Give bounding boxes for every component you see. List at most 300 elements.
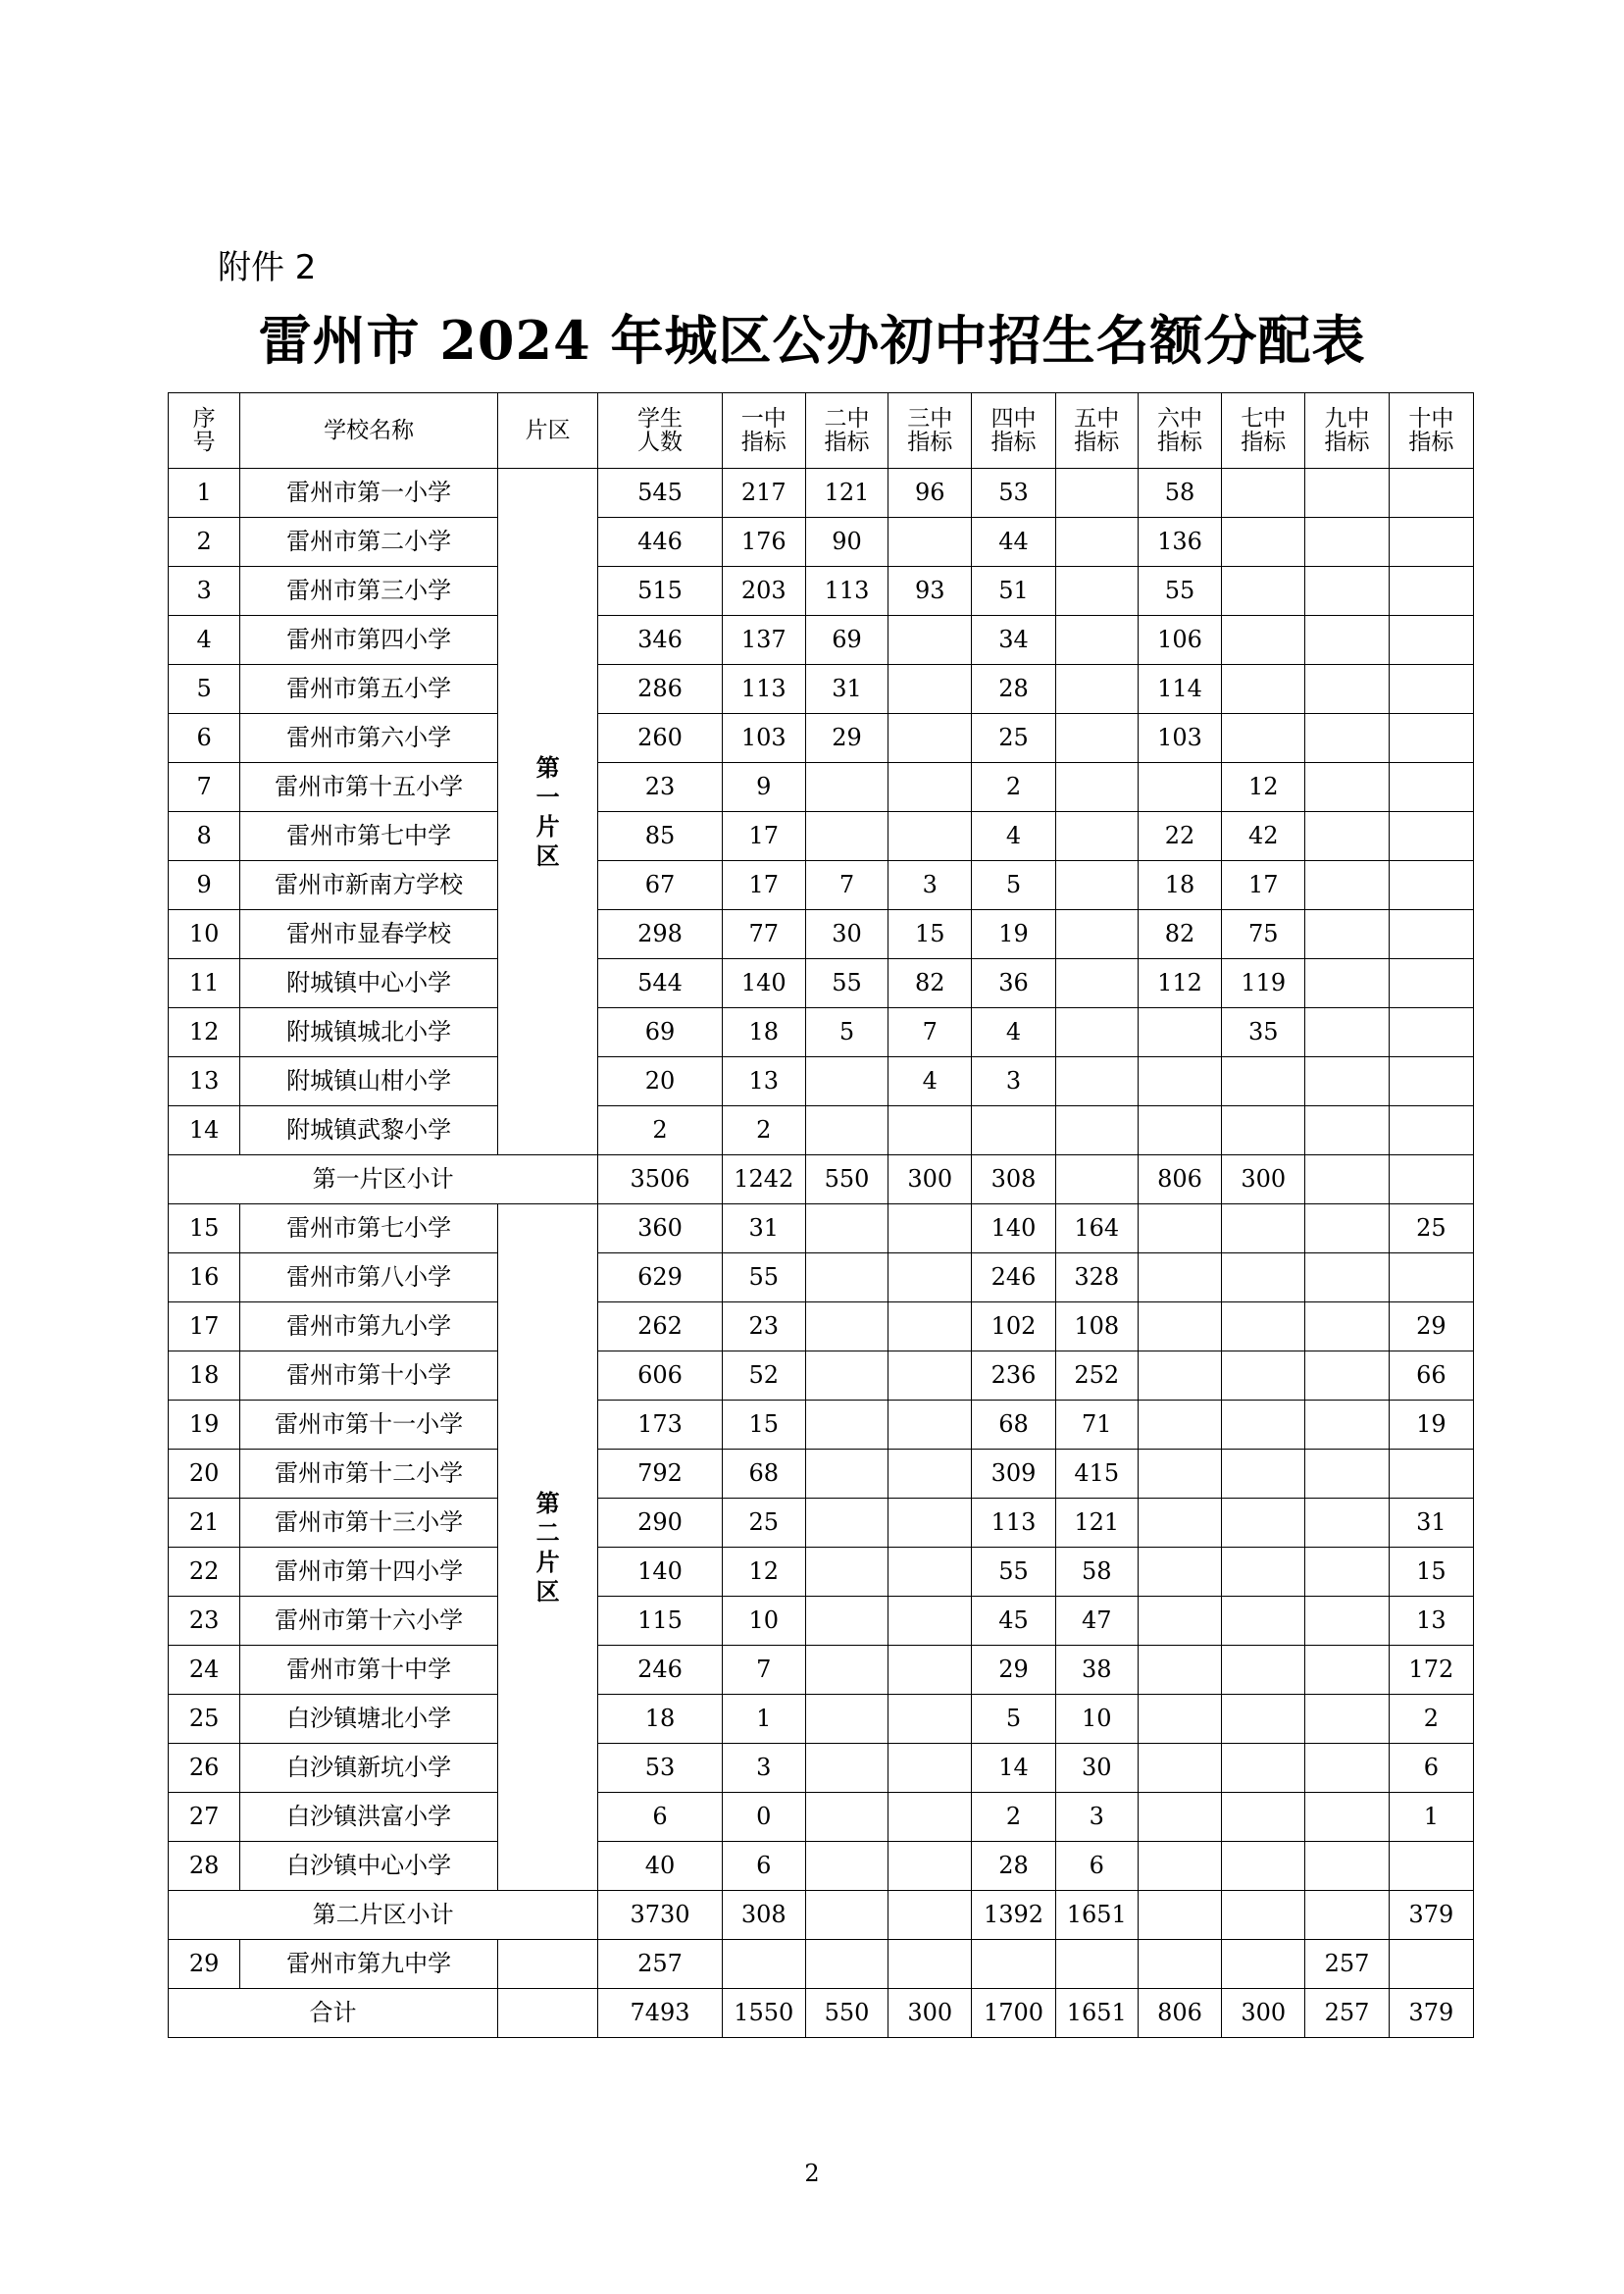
header-students: 学生 人数 xyxy=(598,393,722,469)
district-cell xyxy=(498,469,598,1155)
school-name-cell: 雷州市新南方学校 xyxy=(240,861,498,910)
q3-cell: 300 xyxy=(888,1155,972,1204)
q5-cell: 38 xyxy=(1055,1646,1138,1695)
students-cell: 20 xyxy=(598,1057,722,1106)
q9-cell xyxy=(1305,1253,1389,1302)
school-name-cell: 雷州市第四小学 xyxy=(240,616,498,665)
q1-cell: 1550 xyxy=(722,1989,805,2038)
q4-cell: 19 xyxy=(972,910,1055,959)
q2-cell xyxy=(805,1695,888,1744)
q9-cell xyxy=(1305,1155,1389,1204)
students-cell: 262 xyxy=(598,1302,722,1351)
q10-cell: 13 xyxy=(1389,1597,1473,1646)
subtotal-label: 第二片区小计 xyxy=(169,1891,598,1940)
q7-cell xyxy=(1222,518,1305,567)
q9-cell: 257 xyxy=(1305,1989,1389,2038)
q9-cell xyxy=(1305,616,1389,665)
students-cell: 115 xyxy=(598,1597,722,1646)
q4-cell: 28 xyxy=(972,665,1055,714)
q10-cell xyxy=(1389,1842,1473,1891)
q9-cell xyxy=(1305,1597,1389,1646)
district-label: 第二片区 xyxy=(535,1489,560,1606)
q9-cell xyxy=(1305,1548,1389,1597)
q10-cell: 66 xyxy=(1389,1351,1473,1401)
q9-cell xyxy=(1305,1204,1389,1253)
q5-cell: 252 xyxy=(1055,1351,1138,1401)
q3-cell xyxy=(888,1253,972,1302)
header-q7: 七中 指标 xyxy=(1222,393,1305,469)
seq-cell: 22 xyxy=(169,1548,240,1597)
district-cell xyxy=(498,1940,598,1989)
q5-cell: 328 xyxy=(1055,1253,1138,1302)
q4-cell: 55 xyxy=(972,1548,1055,1597)
q5-cell: 1651 xyxy=(1055,1891,1138,1940)
q2-cell xyxy=(805,1253,888,1302)
table-row xyxy=(169,1548,1474,1597)
students-cell: 140 xyxy=(598,1548,722,1597)
q5-cell xyxy=(1055,518,1138,567)
q4-cell: 309 xyxy=(972,1450,1055,1499)
q2-cell xyxy=(805,1351,888,1401)
q10-cell xyxy=(1389,1106,1473,1155)
q7-cell xyxy=(1222,567,1305,616)
q6-cell xyxy=(1138,1057,1221,1106)
subtotal-label: 第一片区小计 xyxy=(169,1155,598,1204)
attachment-label: 附件 2 xyxy=(218,248,317,287)
q5-cell: 415 xyxy=(1055,1450,1138,1499)
students-cell: 3506 xyxy=(598,1155,722,1204)
q7-cell xyxy=(1222,1302,1305,1351)
q7-cell xyxy=(1222,714,1305,763)
q4-cell: 68 xyxy=(972,1401,1055,1450)
q6-cell xyxy=(1138,1499,1221,1548)
table-row xyxy=(169,1253,1474,1302)
q5-cell xyxy=(1055,616,1138,665)
students-cell: 7493 xyxy=(598,1989,722,2038)
q2-cell: 31 xyxy=(805,665,888,714)
q1-cell: 9 xyxy=(722,763,805,812)
q6-cell: 58 xyxy=(1138,469,1221,518)
school-name-cell: 雷州市第一小学 xyxy=(240,469,498,518)
students-cell: 606 xyxy=(598,1351,722,1401)
q4-cell: 25 xyxy=(972,714,1055,763)
seq-cell: 27 xyxy=(169,1793,240,1842)
q6-cell: 55 xyxy=(1138,567,1221,616)
q5-cell xyxy=(1055,1008,1138,1057)
table-row xyxy=(169,1793,1474,1842)
q4-cell: 5 xyxy=(972,1695,1055,1744)
q7-cell xyxy=(1222,1695,1305,1744)
q2-cell xyxy=(805,1204,888,1253)
q2-cell xyxy=(805,1302,888,1351)
q10-cell: 19 xyxy=(1389,1401,1473,1450)
q4-cell: 36 xyxy=(972,959,1055,1008)
seq-cell: 25 xyxy=(169,1695,240,1744)
q3-cell: 3 xyxy=(888,861,972,910)
q3-cell xyxy=(888,665,972,714)
school-name-cell: 雷州市第十二小学 xyxy=(240,1450,498,1499)
seq-cell: 16 xyxy=(169,1253,240,1302)
q3-cell: 7 xyxy=(888,1008,972,1057)
q2-cell xyxy=(805,1499,888,1548)
school-name-cell: 雷州市第九小学 xyxy=(240,1302,498,1351)
seq-cell: 15 xyxy=(169,1204,240,1253)
q1-cell: 17 xyxy=(722,861,805,910)
q9-cell xyxy=(1305,1450,1389,1499)
seq-cell: 20 xyxy=(169,1450,240,1499)
q5-cell xyxy=(1055,567,1138,616)
q3-cell: 15 xyxy=(888,910,972,959)
q1-cell: 52 xyxy=(722,1351,805,1401)
q3-cell: 93 xyxy=(888,567,972,616)
students-cell: 67 xyxy=(598,861,722,910)
students-cell: 246 xyxy=(598,1646,722,1695)
q6-cell: 106 xyxy=(1138,616,1221,665)
q4-cell: 28 xyxy=(972,1842,1055,1891)
q10-cell xyxy=(1389,1057,1473,1106)
q6-cell xyxy=(1138,1597,1221,1646)
q1-cell xyxy=(722,1940,805,1989)
students-cell: 286 xyxy=(598,665,722,714)
q10-cell: 172 xyxy=(1389,1646,1473,1695)
q5-cell: 3 xyxy=(1055,1793,1138,1842)
q7-cell xyxy=(1222,1499,1305,1548)
q2-cell xyxy=(805,1597,888,1646)
q10-cell xyxy=(1389,518,1473,567)
q9-cell xyxy=(1305,518,1389,567)
q2-cell xyxy=(805,1891,888,1940)
q6-cell: 18 xyxy=(1138,861,1221,910)
q7-cell xyxy=(1222,1253,1305,1302)
table-row xyxy=(169,1940,1474,1989)
q1-cell: 103 xyxy=(722,714,805,763)
seq-cell: 21 xyxy=(169,1499,240,1548)
school-name-cell: 附城镇武黎小学 xyxy=(240,1106,498,1155)
q4-cell: 53 xyxy=(972,469,1055,518)
q5-cell xyxy=(1055,1155,1138,1204)
q3-cell xyxy=(888,1450,972,1499)
table-row xyxy=(169,1646,1474,1695)
q4-cell: 246 xyxy=(972,1253,1055,1302)
students-cell: 446 xyxy=(598,518,722,567)
q9-cell xyxy=(1305,910,1389,959)
q1-cell: 6 xyxy=(722,1842,805,1891)
q4-cell: 113 xyxy=(972,1499,1055,1548)
q10-cell xyxy=(1389,469,1473,518)
header-district: 片区 xyxy=(498,393,598,469)
q7-cell xyxy=(1222,1106,1305,1155)
q5-cell: 30 xyxy=(1055,1744,1138,1793)
table-row xyxy=(169,1842,1474,1891)
q7-cell xyxy=(1222,616,1305,665)
school-name-cell: 附城镇城北小学 xyxy=(240,1008,498,1057)
table-row xyxy=(169,714,1474,763)
q7-cell: 300 xyxy=(1222,1155,1305,1204)
q6-cell: 22 xyxy=(1138,812,1221,861)
students-cell: 544 xyxy=(598,959,722,1008)
q3-cell xyxy=(888,1597,972,1646)
header-q4: 四中 指标 xyxy=(972,393,1055,469)
q2-cell xyxy=(805,1646,888,1695)
header-q2: 二中 指标 xyxy=(805,393,888,469)
q9-cell xyxy=(1305,1302,1389,1351)
q5-cell: 108 xyxy=(1055,1302,1138,1351)
q1-cell: 113 xyxy=(722,665,805,714)
q9-cell xyxy=(1305,1401,1389,1450)
q10-cell xyxy=(1389,812,1473,861)
q6-cell xyxy=(1138,1204,1221,1253)
q2-cell: 30 xyxy=(805,910,888,959)
q6-cell: 136 xyxy=(1138,518,1221,567)
header-q3: 三中 指标 xyxy=(888,393,972,469)
q1-cell: 1 xyxy=(722,1695,805,1744)
q6-cell xyxy=(1138,1940,1221,1989)
q2-cell: 69 xyxy=(805,616,888,665)
seq-cell: 5 xyxy=(169,665,240,714)
q9-cell xyxy=(1305,1057,1389,1106)
school-name-cell: 白沙镇洪富小学 xyxy=(240,1793,498,1842)
school-name-cell: 附城镇中心小学 xyxy=(240,959,498,1008)
q7-cell xyxy=(1222,1842,1305,1891)
students-cell: 18 xyxy=(598,1695,722,1744)
q7-cell xyxy=(1222,1940,1305,1989)
q1-cell: 12 xyxy=(722,1548,805,1597)
q1-cell: 176 xyxy=(722,518,805,567)
q2-cell xyxy=(805,1793,888,1842)
q6-cell: 806 xyxy=(1138,1155,1221,1204)
q10-cell: 31 xyxy=(1389,1499,1473,1548)
q4-cell: 2 xyxy=(972,1793,1055,1842)
q5-cell xyxy=(1055,469,1138,518)
header-q6: 六中 指标 xyxy=(1138,393,1221,469)
q7-cell xyxy=(1222,1793,1305,1842)
q4-cell: 102 xyxy=(972,1302,1055,1351)
q5-cell xyxy=(1055,714,1138,763)
students-cell: 257 xyxy=(598,1940,722,1989)
q7-cell xyxy=(1222,1646,1305,1695)
q5-cell xyxy=(1055,861,1138,910)
q5-cell xyxy=(1055,1940,1138,1989)
q3-cell xyxy=(888,616,972,665)
q10-cell: 29 xyxy=(1389,1302,1473,1351)
q4-cell: 5 xyxy=(972,861,1055,910)
table-row xyxy=(169,959,1474,1008)
school-name-cell: 雷州市第七中学 xyxy=(240,812,498,861)
seq-cell: 1 xyxy=(169,469,240,518)
q7-cell: 17 xyxy=(1222,861,1305,910)
q3-cell xyxy=(888,1646,972,1695)
seq-cell: 6 xyxy=(169,714,240,763)
q5-cell xyxy=(1055,763,1138,812)
q1-cell: 2 xyxy=(722,1106,805,1155)
q5-cell: 47 xyxy=(1055,1597,1138,1646)
students-cell: 545 xyxy=(598,469,722,518)
q10-cell xyxy=(1389,1155,1473,1204)
q6-cell xyxy=(1138,1842,1221,1891)
q10-cell xyxy=(1389,763,1473,812)
q10-cell xyxy=(1389,959,1473,1008)
q4-cell: 34 xyxy=(972,616,1055,665)
q2-cell xyxy=(805,1940,888,1989)
students-cell: 260 xyxy=(598,714,722,763)
table-row xyxy=(169,1008,1474,1057)
q10-cell xyxy=(1389,910,1473,959)
q10-cell xyxy=(1389,616,1473,665)
q4-cell: 44 xyxy=(972,518,1055,567)
q2-cell: 550 xyxy=(805,1989,888,2038)
q4-cell xyxy=(972,1106,1055,1155)
q4-cell: 51 xyxy=(972,567,1055,616)
q10-cell: 379 xyxy=(1389,1989,1473,2038)
header-q1: 一中 指标 xyxy=(722,393,805,469)
q2-cell xyxy=(805,763,888,812)
q10-cell xyxy=(1389,714,1473,763)
q2-cell: 29 xyxy=(805,714,888,763)
q9-cell xyxy=(1305,812,1389,861)
q5-cell xyxy=(1055,1106,1138,1155)
q7-cell xyxy=(1222,1548,1305,1597)
q4-cell: 308 xyxy=(972,1155,1055,1204)
q5-cell xyxy=(1055,959,1138,1008)
q9-cell xyxy=(1305,1106,1389,1155)
q2-cell xyxy=(805,1548,888,1597)
q6-cell xyxy=(1138,1008,1221,1057)
q1-cell: 31 xyxy=(722,1204,805,1253)
school-name-cell: 附城镇山柑小学 xyxy=(240,1057,498,1106)
students-cell: 2 xyxy=(598,1106,722,1155)
q10-cell xyxy=(1389,1008,1473,1057)
q10-cell: 2 xyxy=(1389,1695,1473,1744)
q2-cell: 7 xyxy=(805,861,888,910)
q10-cell xyxy=(1389,1253,1473,1302)
q5-cell xyxy=(1055,665,1138,714)
students-cell: 346 xyxy=(598,616,722,665)
table-row xyxy=(169,567,1474,616)
q2-cell: 90 xyxy=(805,518,888,567)
q3-cell: 96 xyxy=(888,469,972,518)
q10-cell: 6 xyxy=(1389,1744,1473,1793)
school-name-cell: 雷州市第十中学 xyxy=(240,1646,498,1695)
q3-cell xyxy=(888,1401,972,1450)
seq-cell: 29 xyxy=(169,1940,240,1989)
students-cell: 360 xyxy=(598,1204,722,1253)
q3-cell xyxy=(888,1204,972,1253)
table-row xyxy=(169,616,1474,665)
q2-cell xyxy=(805,812,888,861)
q7-cell xyxy=(1222,1744,1305,1793)
q10-cell: 25 xyxy=(1389,1204,1473,1253)
q7-cell xyxy=(1222,1401,1305,1450)
students-cell: 69 xyxy=(598,1008,722,1057)
q6-cell xyxy=(1138,1106,1221,1155)
seq-cell: 28 xyxy=(169,1842,240,1891)
q10-cell xyxy=(1389,861,1473,910)
students-cell: 290 xyxy=(598,1499,722,1548)
q9-cell xyxy=(1305,1891,1389,1940)
q1-cell: 77 xyxy=(722,910,805,959)
seq-cell: 12 xyxy=(169,1008,240,1057)
q4-cell: 3 xyxy=(972,1057,1055,1106)
q2-cell xyxy=(805,1401,888,1450)
q6-cell xyxy=(1138,1253,1221,1302)
q3-cell xyxy=(888,1302,972,1351)
q9-cell xyxy=(1305,714,1389,763)
q6-cell xyxy=(1138,1548,1221,1597)
table-body xyxy=(169,469,1474,2038)
q10-cell xyxy=(1389,567,1473,616)
q9-cell xyxy=(1305,1008,1389,1057)
q7-cell xyxy=(1222,1891,1305,1940)
school-name-cell: 白沙镇塘北小学 xyxy=(240,1695,498,1744)
q7-cell: 119 xyxy=(1222,959,1305,1008)
q7-cell: 12 xyxy=(1222,763,1305,812)
school-name-cell: 雷州市第五小学 xyxy=(240,665,498,714)
q10-cell xyxy=(1389,1940,1473,1989)
students-cell: 23 xyxy=(598,763,722,812)
table-row xyxy=(169,763,1474,812)
q3-cell xyxy=(888,1695,972,1744)
page-number: 2 xyxy=(804,2160,820,2187)
q10-cell xyxy=(1389,665,1473,714)
table-row xyxy=(169,1401,1474,1450)
q2-cell xyxy=(805,1057,888,1106)
school-name-cell: 雷州市第十小学 xyxy=(240,1351,498,1401)
q10-cell: 15 xyxy=(1389,1548,1473,1597)
q7-cell xyxy=(1222,1597,1305,1646)
table-row xyxy=(169,1499,1474,1548)
q3-cell xyxy=(888,1940,972,1989)
school-name-cell: 雷州市第十六小学 xyxy=(240,1597,498,1646)
q5-cell xyxy=(1055,1057,1138,1106)
q2-cell xyxy=(805,1842,888,1891)
table-row xyxy=(169,665,1474,714)
q6-cell xyxy=(1138,763,1221,812)
subtotal-row xyxy=(169,1891,1474,1940)
q2-cell xyxy=(805,1450,888,1499)
table-row xyxy=(169,1057,1474,1106)
q9-cell xyxy=(1305,1842,1389,1891)
students-cell: 6 xyxy=(598,1793,722,1842)
seq-cell: 24 xyxy=(169,1646,240,1695)
seq-cell: 13 xyxy=(169,1057,240,1106)
seq-cell: 9 xyxy=(169,861,240,910)
school-name-cell: 雷州市第十三小学 xyxy=(240,1499,498,1548)
table-row xyxy=(169,1204,1474,1253)
table-row xyxy=(169,469,1474,518)
district-label: 第一片区 xyxy=(535,753,560,870)
seq-cell: 2 xyxy=(169,518,240,567)
table-row xyxy=(169,1450,1474,1499)
q3-cell xyxy=(888,763,972,812)
q6-cell xyxy=(1138,1401,1221,1450)
header-q10: 十中 指标 xyxy=(1389,393,1473,469)
students-cell: 629 xyxy=(598,1253,722,1302)
q1-cell: 68 xyxy=(722,1450,805,1499)
school-name-cell: 雷州市第六小学 xyxy=(240,714,498,763)
students-cell: 53 xyxy=(598,1744,722,1793)
q4-cell: 14 xyxy=(972,1744,1055,1793)
q2-cell: 55 xyxy=(805,959,888,1008)
q6-cell: 103 xyxy=(1138,714,1221,763)
table-row xyxy=(169,812,1474,861)
q1-cell: 137 xyxy=(722,616,805,665)
q1-cell: 25 xyxy=(722,1499,805,1548)
table-row xyxy=(169,861,1474,910)
seq-cell: 19 xyxy=(169,1401,240,1450)
q7-cell: 42 xyxy=(1222,812,1305,861)
q3-cell xyxy=(888,1744,972,1793)
table-row xyxy=(169,1695,1474,1744)
